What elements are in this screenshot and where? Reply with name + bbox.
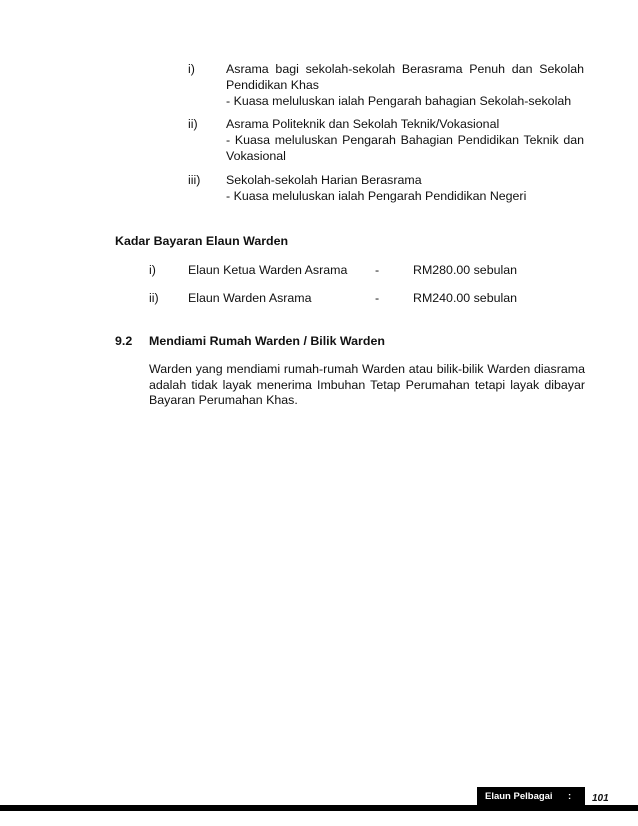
rate-number: i) (149, 263, 156, 277)
footer-rule (0, 805, 638, 811)
list-item-title: Asrama bagi sekolah-sekolah Berasrama Penuh dan Sekolah Pendidikan Khas (226, 62, 584, 92)
footer-label: Elaun Pelbagai (485, 791, 553, 802)
list-item-note: - Kuasa meluluskan ialah Pengarah Pendidikan Negeri (226, 189, 527, 203)
section-number: 9.2 (115, 334, 133, 348)
list-item-title: Sekolah-sekolah Harian Berasrama (226, 173, 422, 187)
footer-colon: : (568, 791, 572, 802)
rate-amount: RM240.00 sebulan (413, 291, 518, 305)
rates-heading: Kadar Bayaran Elaun Warden (115, 234, 289, 248)
page-number: 101 (592, 793, 609, 804)
list-item-note: - Kuasa meluluskan ialah Pengarah bahagian Sekolah-sekolah (226, 94, 572, 108)
rate-dash: - (375, 291, 380, 305)
list-number: iii) (188, 173, 201, 187)
rate-label: Elaun Ketua Warden Asrama (188, 263, 348, 277)
list-number: ii) (188, 117, 198, 131)
list-item-note: - Kuasa meluluskan Pengarah Bahagian Pendidikan Teknik dan Vokasional (226, 133, 584, 163)
list-number: i) (188, 62, 195, 76)
footer-label-box (477, 787, 585, 807)
section-title: Mendiami Rumah Warden / Bilik Warden (149, 334, 385, 348)
list-item-title: Asrama Politeknik dan Sekolah Teknik/Vokasional (226, 117, 500, 131)
section-body: Warden yang mendiami rumah-rumah Warden atau bilik-bilik Warden diasrama adalah tidak layak menerima Imbuhan Tetap Perumahan tetapi layak dibayar Bayaran Perumahan Khas. (149, 362, 585, 407)
rate-number: ii) (149, 291, 159, 305)
rate-amount: RM280.00 sebulan (413, 263, 518, 277)
rate-dash: - (375, 263, 380, 277)
rate-label: Elaun Warden Asrama (188, 291, 312, 305)
